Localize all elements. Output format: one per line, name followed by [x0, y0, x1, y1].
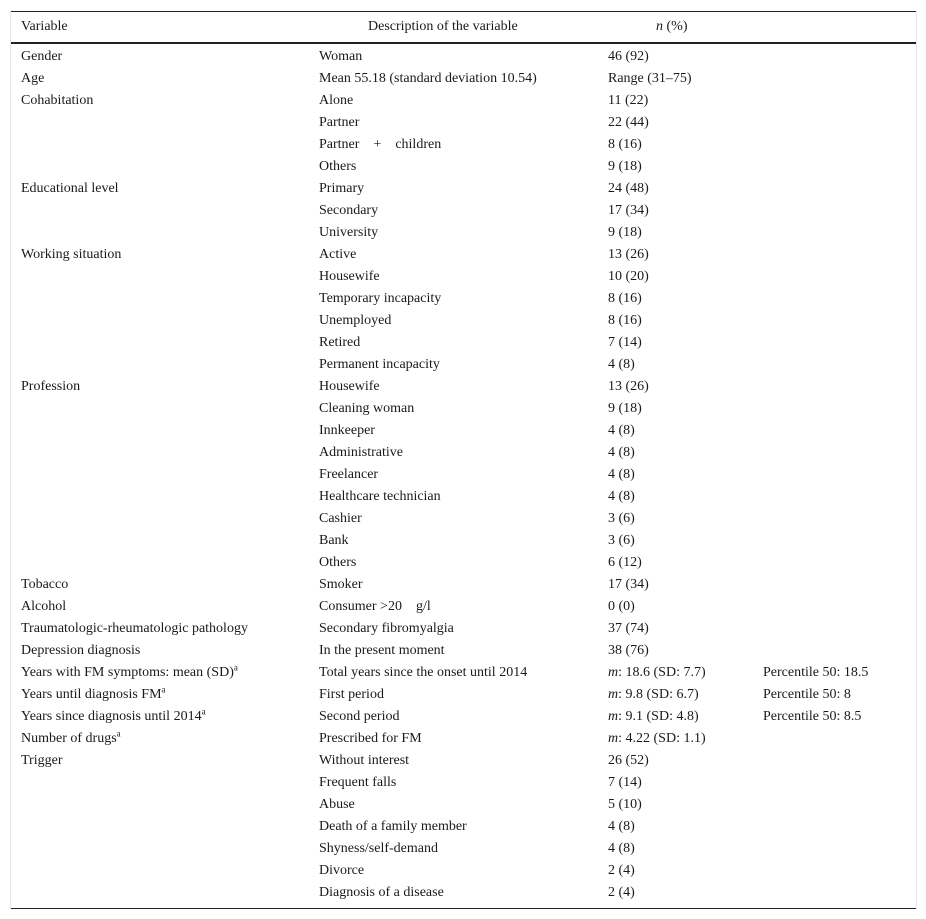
variable-text: Traumatologic-rheumatologic pathology	[21, 621, 248, 636]
cell-description: Others	[319, 159, 357, 174]
cell-description: Without interest	[319, 753, 410, 768]
cell-n-percent	[608, 442, 635, 464]
cell-n-percent	[608, 354, 635, 376]
cell-n-percent	[608, 200, 649, 222]
cell-description: In the present moment	[319, 643, 445, 658]
footnote-marker: a	[201, 706, 206, 717]
cell-description: Housewife	[319, 269, 380, 284]
variable-text: Gender	[21, 49, 63, 64]
cell-n-percent	[608, 244, 649, 266]
n-text: 4 (8)	[608, 423, 635, 438]
n-text: 17 (34)	[608, 203, 649, 218]
cell-description: Others	[319, 555, 357, 570]
cell-n-percent	[608, 288, 642, 310]
cell-n-percent	[608, 68, 692, 90]
cell-n-percent	[608, 310, 642, 332]
cell-variable	[21, 728, 121, 750]
table-row	[11, 640, 916, 662]
cell-variable	[21, 662, 238, 684]
cell-description: Housewife	[319, 379, 380, 394]
footnote-marker: a	[233, 662, 238, 673]
cell-variable	[21, 574, 68, 596]
table-row	[11, 222, 916, 244]
n-text: 38 (76)	[608, 643, 649, 658]
footnote-marker: a	[116, 728, 121, 739]
cell-percentile: Percentile 50: 8	[763, 687, 851, 702]
cell-description: Temporary incapacity	[319, 291, 442, 306]
table-row	[11, 530, 916, 552]
cell-description: Cashier	[319, 511, 362, 526]
n-text: Range (31–75)	[608, 71, 692, 86]
n-text: 46 (92)	[608, 49, 649, 64]
cell-n-percent	[608, 816, 635, 838]
cell-description: Death of a family member	[319, 819, 467, 834]
table-row	[11, 266, 916, 288]
cell-n-percent	[608, 750, 649, 772]
table-row	[11, 200, 916, 222]
cell-description: Freelancer	[319, 467, 379, 482]
cell-description: Alone	[319, 93, 354, 108]
cell-description: Innkeeper	[319, 423, 375, 438]
n-text: 9 (18)	[608, 401, 642, 416]
cell-description: Active	[319, 247, 357, 262]
table-row	[11, 244, 916, 266]
n-text: : 4.22 (SD: 1.1)	[618, 731, 706, 746]
cell-variable	[21, 684, 166, 706]
header-n-percent	[656, 12, 688, 42]
cell-n-percent	[608, 376, 649, 398]
cell-variable	[21, 750, 63, 772]
variable-text: Years with FM symptoms: mean (SD)	[21, 665, 234, 680]
table-row	[11, 794, 916, 816]
table-row	[11, 156, 916, 178]
variable-text: Working situation	[21, 247, 122, 262]
n-text: 17 (34)	[608, 577, 649, 592]
table-row	[11, 288, 916, 310]
cell-n-percent	[608, 772, 642, 794]
mean-symbol: m	[608, 709, 619, 724]
n-text: 9 (18)	[608, 159, 642, 174]
cell-n-percent	[608, 684, 699, 706]
cell-n-percent	[608, 420, 635, 442]
table-row	[11, 574, 916, 596]
n-text: 4 (8)	[608, 357, 635, 372]
cell-n-percent	[608, 860, 635, 882]
n-text: 4 (8)	[608, 819, 635, 834]
cell-description: Cleaning woman	[319, 401, 415, 416]
cell-percentile: Percentile 50: 8.5	[763, 709, 862, 724]
cell-n-percent	[608, 508, 635, 530]
table-row	[11, 398, 916, 420]
table-row	[11, 838, 916, 860]
cell-description: Secondary	[319, 203, 379, 218]
table-body	[11, 44, 916, 908]
cell-n-percent	[608, 552, 642, 574]
cell-n-percent	[608, 882, 635, 904]
table-row	[11, 178, 916, 200]
cell-n-percent	[608, 398, 642, 420]
n-text: 26 (52)	[608, 753, 649, 768]
n-text: 13 (26)	[608, 379, 649, 394]
cell-n-percent	[608, 574, 649, 596]
variable-text: Years until diagnosis FM	[21, 687, 162, 702]
n-text: : 9.1 (SD: 4.8)	[618, 709, 699, 724]
variable-text: Years since diagnosis until 2014	[21, 709, 202, 724]
n-text: 5 (10)	[608, 797, 642, 812]
cell-variable	[21, 244, 121, 266]
cell-n-percent	[608, 728, 706, 750]
bottom-rule	[11, 908, 916, 909]
cell-description: Total years since the onset until 2014	[319, 665, 528, 680]
cell-description: Shyness/self-demand	[319, 841, 438, 856]
table-row	[11, 552, 916, 574]
cell-description: Retired	[319, 335, 361, 350]
cell-description: Smoker	[319, 577, 363, 592]
table-row	[11, 816, 916, 838]
n-text: 4 (8)	[608, 489, 635, 504]
data-table	[10, 11, 917, 909]
cell-description: Divorce	[319, 863, 365, 878]
cell-description: Mean 55.18 (standard deviation 10.54)	[319, 71, 537, 86]
n-text: 7 (14)	[608, 335, 642, 350]
table-row	[11, 90, 916, 112]
cell-variable	[21, 376, 80, 398]
variable-text: Alcohol	[21, 599, 67, 614]
variable-text: Age	[21, 71, 45, 86]
cell-description: Woman	[319, 49, 363, 64]
table-row	[11, 882, 916, 904]
cell-n-percent	[608, 90, 648, 112]
table-header	[11, 12, 916, 44]
cell-n-percent	[608, 486, 635, 508]
cell-n-percent	[608, 596, 635, 618]
table-row	[11, 508, 916, 530]
header-variable: Variable	[21, 19, 68, 34]
variable-text: Depression diagnosis	[21, 643, 141, 658]
table-row	[11, 728, 916, 750]
cell-variable	[21, 706, 206, 728]
cell-n-percent	[608, 794, 642, 816]
table-row	[11, 354, 916, 376]
cell-variable	[21, 618, 248, 640]
n-text: 8 (16)	[608, 291, 642, 306]
n-text: 4 (8)	[608, 445, 635, 460]
cell-n-percent	[608, 464, 635, 486]
table-row	[11, 750, 916, 772]
cell-variable	[21, 68, 44, 90]
cell-description: Abuse	[319, 797, 355, 812]
cell-n-percent	[608, 618, 649, 640]
cell-n-percent	[608, 706, 699, 728]
n-text: 13 (26)	[608, 247, 649, 262]
n-text: 10 (20)	[608, 269, 649, 284]
cell-description: Partner + children	[319, 137, 442, 152]
cell-n-percent	[608, 178, 649, 200]
cell-n-percent	[608, 530, 635, 552]
cell-description: Unemployed	[319, 313, 392, 328]
cell-n-percent	[608, 266, 649, 288]
cell-variable	[21, 90, 93, 112]
table-row	[11, 662, 916, 684]
cell-n-percent	[608, 134, 642, 156]
table-row	[11, 134, 916, 156]
header-n-letter: n	[656, 19, 663, 34]
n-text: 8 (16)	[608, 137, 642, 152]
header-description: Description of the variable	[368, 19, 518, 34]
variable-text: Tobacco	[21, 577, 69, 592]
n-text: 6 (12)	[608, 555, 642, 570]
cell-description: Bank	[319, 533, 349, 548]
n-text: : 18.6 (SD: 7.7)	[618, 665, 706, 680]
cell-variable	[21, 596, 66, 618]
cell-description: Administrative	[319, 445, 403, 460]
cell-description: Primary	[319, 181, 365, 196]
cell-n-percent	[608, 112, 649, 134]
n-text: 2 (4)	[608, 863, 635, 878]
cell-description: Second period	[319, 709, 400, 724]
table-row	[11, 442, 916, 464]
n-text: 7 (14)	[608, 775, 642, 790]
table-row	[11, 112, 916, 134]
n-text: 9 (18)	[608, 225, 642, 240]
cell-n-percent	[608, 662, 706, 684]
table-row	[11, 68, 916, 90]
mean-symbol: m	[608, 731, 619, 746]
table-row	[11, 706, 916, 728]
cell-n-percent	[608, 46, 649, 68]
cell-description: Diagnosis of a disease	[319, 885, 444, 900]
table-row	[11, 310, 916, 332]
footnote-marker: a	[161, 684, 166, 695]
n-text: 0 (0)	[608, 599, 635, 614]
cell-description: Prescribed for FM	[319, 731, 422, 746]
cell-description: First period	[319, 687, 384, 702]
cell-n-percent	[608, 222, 642, 244]
variable-text: Number of drugs	[21, 731, 117, 746]
n-text: 8 (16)	[608, 313, 642, 328]
mean-symbol: m	[608, 687, 619, 702]
table-row	[11, 618, 916, 640]
cell-description: Consumer >20 g/l	[319, 599, 431, 614]
cell-n-percent	[608, 640, 649, 662]
table-row	[11, 420, 916, 442]
cell-variable	[21, 46, 62, 68]
cell-n-percent	[608, 838, 635, 860]
variable-text: Cohabitation	[21, 93, 94, 108]
cell-description: Permanent incapacity	[319, 357, 440, 372]
n-text: 11 (22)	[608, 93, 649, 108]
table-row	[11, 46, 916, 68]
header-n-rest: (%)	[663, 19, 688, 34]
cell-variable	[21, 640, 140, 662]
n-text: 4 (8)	[608, 467, 635, 482]
n-text: 4 (8)	[608, 841, 635, 856]
table-row	[11, 486, 916, 508]
table-row	[11, 772, 916, 794]
variable-text: Trigger	[21, 753, 63, 768]
cell-n-percent	[608, 156, 642, 178]
table-row	[11, 684, 916, 706]
table-row	[11, 596, 916, 618]
n-text: 24 (48)	[608, 181, 649, 196]
cell-description: Frequent falls	[319, 775, 397, 790]
cell-n-percent	[608, 332, 642, 354]
cell-description: Partner	[319, 115, 360, 130]
variable-text: Profession	[21, 379, 81, 394]
table-row	[11, 860, 916, 882]
cell-percentile: Percentile 50: 18.5	[763, 665, 869, 680]
mean-symbol: m	[608, 665, 619, 680]
cell-variable	[21, 178, 119, 200]
table-row	[11, 376, 916, 398]
cell-description: Healthcare technician	[319, 489, 441, 504]
n-text: : 9.8 (SD: 6.7)	[618, 687, 699, 702]
variable-text: Educational level	[21, 181, 119, 196]
n-text: 22 (44)	[608, 115, 649, 130]
cell-description: University	[319, 225, 379, 240]
n-text: 2 (4)	[608, 885, 635, 900]
table-row	[11, 332, 916, 354]
n-text: 3 (6)	[608, 533, 635, 548]
n-text: 3 (6)	[608, 511, 635, 526]
table-row	[11, 464, 916, 486]
cell-description: Secondary fibromyalgia	[319, 621, 454, 636]
n-text: 37 (74)	[608, 621, 649, 636]
